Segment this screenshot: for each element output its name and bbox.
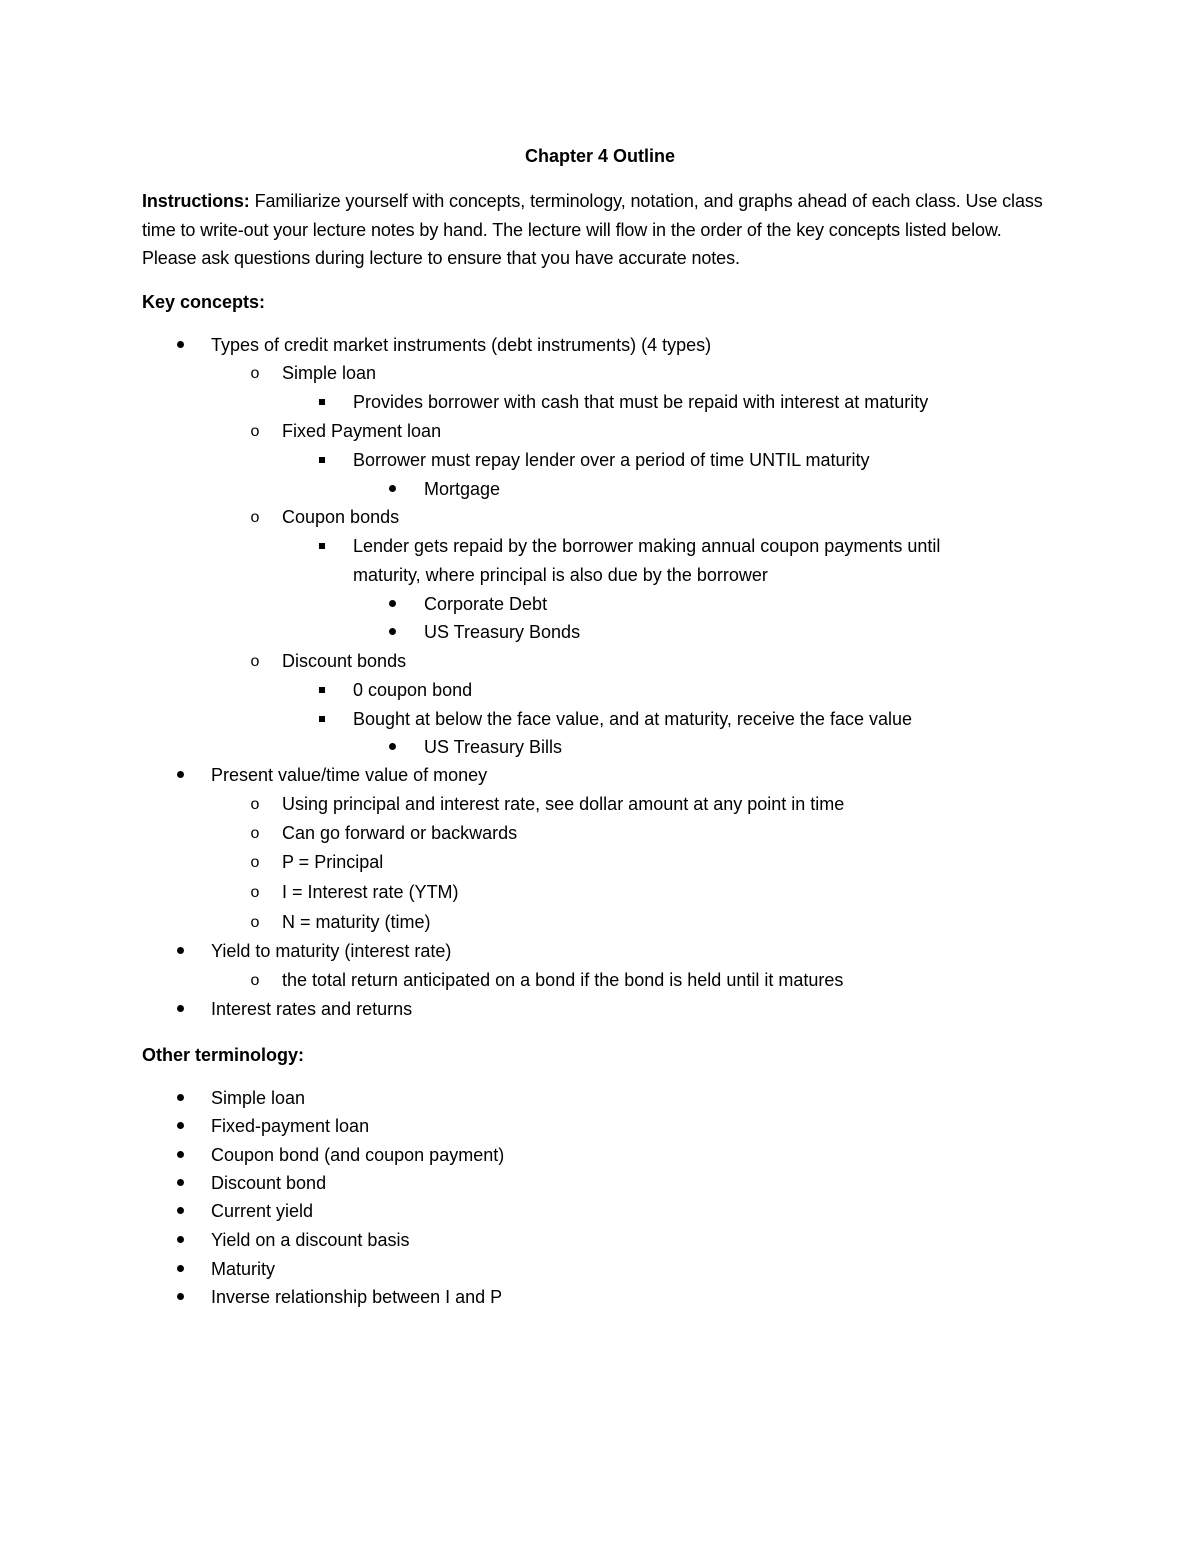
instructions-paragraph (142, 187, 1052, 273)
page-title: Chapter 4 Outline (524, 146, 676, 166)
other-terminology-heading: Other terminology: (142, 1045, 305, 1065)
disc-bullet-icon (382, 590, 402, 619)
disc-bullet-icon (170, 1084, 190, 1113)
disc-bullet-icon (382, 733, 402, 762)
circle-bullet-icon: o (250, 423, 260, 440)
square-bullet-icon (312, 532, 332, 561)
disc-bullet-icon (170, 1141, 190, 1170)
square-bullet-icon (312, 388, 332, 417)
instructions-text: Familiarize yourself with concepts, terminology, notation, and graphs ahead of each class. Use class time to write-out your lecture notes by hand. The lecture will flow in the order of the key concepts listed below. Please ask questions during lecture to ensure that you have accurate notes. (142, 191, 1043, 268)
circle-bullet-icon: o (250, 653, 260, 670)
square-bullet-icon (312, 676, 332, 705)
circle-bullet-icon: o (250, 509, 260, 526)
document-page: Chapter 4 Outline Instructions: Familiarize yourself with concepts, terminology, notation, and graphs ahead of each class. Use class time to write-out your lecture notes by hand. The lecture will flow in the order of the key concepts listed below. Please ask questions during lecture to ensure that you have accurate notes. Key concepts: Types of credit market instruments (debt instruments) (4 types) o Simple loan Provides borrower with cash that must be repaid with interest at maturity o Fixed Payment loan Borrower must repay lender over a period of time UNTIL maturity Mortgage o Coupon bonds Lender gets repaid by the borrower making annual coupon payments until maturity, where principal is also due by the borrower Corporate Debt US Treasury Bonds o Discount bonds 0 coupon bond Bought at below the face value, and at maturity, receive the face value US Treasury Bills Present value/time value of money o Using principal and interest rate, see dollar amount at any point in time o Can go forward or backwards o P = Principal o I = Interest rate (YTM) o N = maturity (time) Yield to maturity (interest rate) o the total return anticipated on a bond if the bond is held until it matures Interest rates and returns Other terminology: Simple loan Fixed-payment loan Coupon bond (and coupon payment) Discount bond Current yield Yield on a discount basis Maturity Inverse relationship between I and P (0, 0, 1200, 1553)
circle-bullet-icon: o (250, 825, 260, 842)
disc-bullet-icon (170, 937, 190, 966)
key-concepts-heading: Key concepts: (142, 292, 266, 312)
disc-bullet-icon (170, 1112, 190, 1141)
disc-bullet-icon (170, 1197, 190, 1226)
disc-bullet-icon (170, 1255, 190, 1284)
square-bullet-icon (312, 705, 332, 734)
disc-bullet-icon (170, 1169, 190, 1198)
disc-bullet-icon (382, 618, 402, 647)
square-bullet-icon (312, 446, 332, 475)
disc-bullet-icon (170, 1226, 190, 1255)
circle-bullet-icon: o (250, 884, 260, 901)
disc-bullet-icon (170, 761, 190, 790)
disc-bullet-icon (170, 995, 190, 1024)
circle-bullet-icon: o (250, 796, 260, 813)
disc-bullet-icon (382, 475, 402, 504)
circle-bullet-icon: o (250, 365, 260, 382)
circle-bullet-icon: o (250, 972, 260, 989)
circle-bullet-icon: o (250, 854, 260, 871)
disc-bullet-icon (170, 331, 190, 360)
disc-bullet-icon (170, 1283, 190, 1312)
circle-bullet-icon: o (250, 914, 260, 931)
instructions-label: Instructions: (142, 191, 250, 211)
